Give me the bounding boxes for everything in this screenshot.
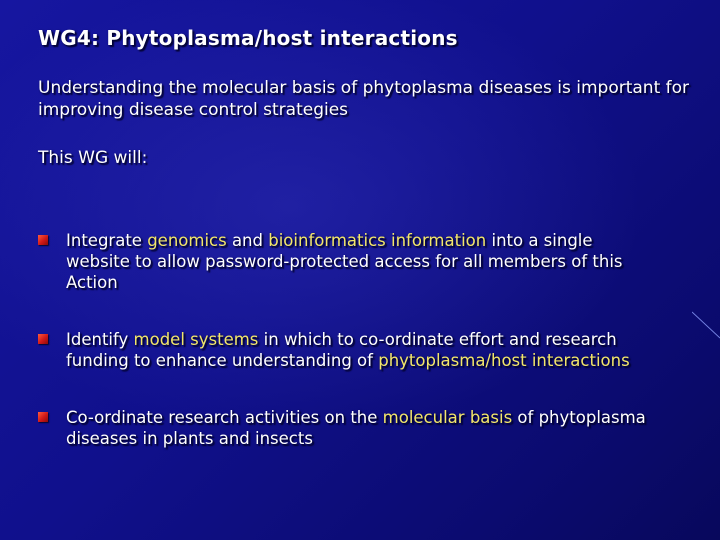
intro-paragraph: Understanding the molecular basis of phytoplasma diseases is important for improving disease control strategies [38, 78, 690, 120]
bullet-text [66, 408, 646, 448]
bullet-item [38, 407, 658, 449]
text-segment: and [226, 231, 269, 250]
corner-decoration-line [692, 310, 720, 340]
bullet-list [38, 230, 658, 449]
highlighted-term: molecular basis [382, 408, 513, 427]
text-segment: in which to co-ordinate effort and research funding to enhance understanding of [66, 330, 617, 370]
bullet-marker-icon [38, 412, 48, 422]
highlighted-term: phytoplasma/host interactions [378, 351, 630, 370]
bullet-item [38, 329, 658, 371]
bullet-marker-icon [38, 334, 48, 344]
text-segment: Integrate [66, 231, 148, 250]
bullet-text [66, 330, 630, 370]
highlighted-term: bioinformatics information [268, 231, 487, 250]
text-segment: Identify [66, 330, 134, 349]
lead-text: This WG will: [38, 148, 148, 168]
bullet-text [66, 231, 623, 292]
slide-title: WG4: Phytoplasma/host interactions [38, 26, 458, 50]
highlighted-term: genomics [147, 231, 227, 250]
bullet-item [38, 230, 658, 293]
bullet-marker-icon [38, 235, 48, 245]
highlighted-term: model systems [133, 330, 259, 349]
text-segment: into a single website to allow password-protected access for all members of this Action [66, 231, 623, 292]
text-segment: of phytoplasma diseases in plants and insects [66, 408, 646, 448]
text-segment: Co-ordinate research activities on the [66, 408, 383, 427]
